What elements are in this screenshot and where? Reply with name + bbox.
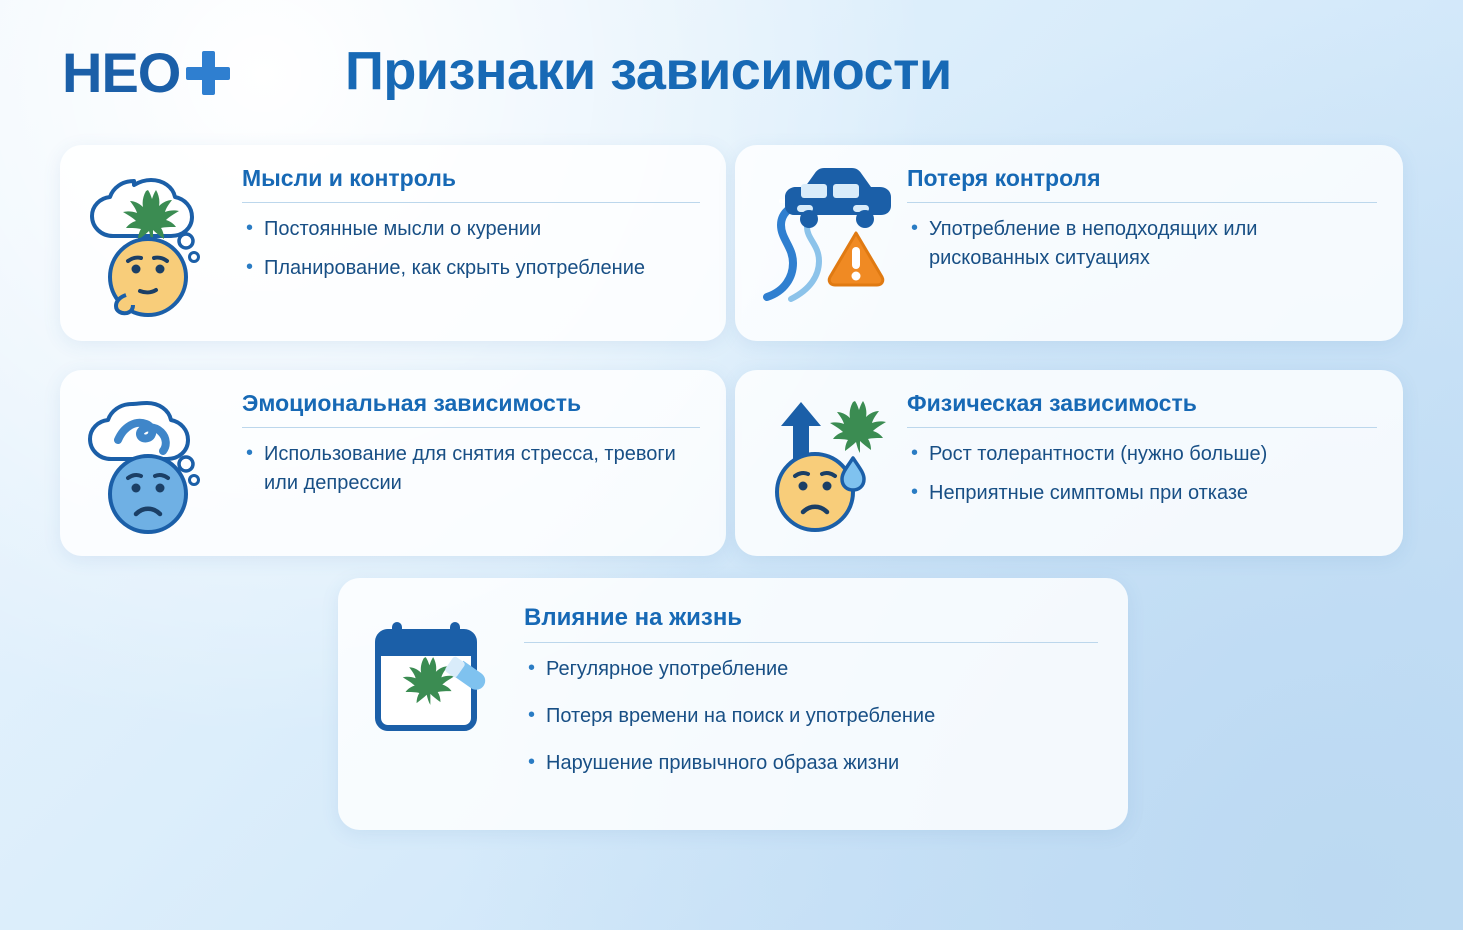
calendar-with-leaf-icon (364, 612, 524, 752)
list-item: • Рост толерантности (нужно больше) (907, 440, 1377, 469)
card-thoughts-title: Мысли и контроль (242, 165, 700, 203)
card-emotional (60, 370, 726, 556)
card-physical (735, 370, 1403, 556)
card-life (338, 578, 1128, 830)
brand-logo (62, 41, 230, 104)
list-item: • Постоянные мысли о курении (242, 215, 700, 244)
card-life-body (524, 604, 1098, 796)
card-control-body (907, 165, 1377, 273)
card-emotional-body (242, 390, 700, 498)
card-physical-title: Физическая зависимость (907, 390, 1377, 428)
list-item: • Регулярное употребление (524, 655, 1098, 684)
page-title: Признаки зависимости (345, 41, 952, 101)
card-control (735, 145, 1403, 341)
brand-logo-text: HEO (62, 41, 181, 104)
medical-cross-icon (186, 51, 230, 95)
thinking-face-with-thought-cloud-icon (82, 165, 242, 325)
list-item: • Использование для снятия стресса, тревоги или депрессии (242, 440, 700, 498)
card-emotional-bullets (242, 440, 700, 498)
list-item: • Неприятные симптомы при отказе (907, 479, 1377, 508)
card-control-title: Потеря контроля (907, 165, 1377, 203)
sad-face-with-cloud-icon (82, 390, 242, 540)
card-physical-body (907, 390, 1377, 508)
card-emotional-title: Эмоциональная зависимость (242, 390, 700, 428)
card-physical-bullets (907, 440, 1377, 508)
car-on-road-warning-icon (757, 165, 907, 305)
sweating-face-with-up-arrow-icon (757, 390, 907, 540)
card-thoughts (60, 145, 726, 341)
card-life-bullets (524, 655, 1098, 778)
card-thoughts-body (242, 165, 700, 283)
card-life-title: Влияние на жизнь (524, 604, 1098, 643)
card-control-bullets (907, 215, 1377, 273)
list-item: • Потеря времени на поиск и употребление (524, 702, 1098, 731)
list-item: • Употребление в неподходящих или рискованных ситуациях (907, 215, 1377, 273)
list-item: • Нарушение привычного образа жизни (524, 749, 1098, 778)
card-thoughts-bullets (242, 215, 700, 283)
list-item: • Планирование, как скрыть употребление (242, 254, 700, 283)
